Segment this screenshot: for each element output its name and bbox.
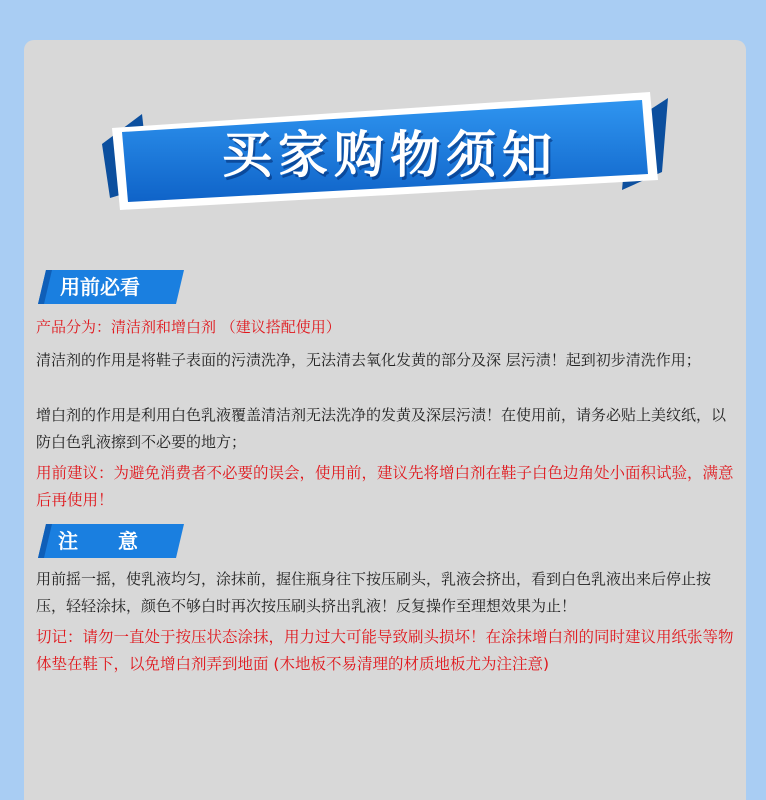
section-heading-before-use [38, 270, 184, 304]
section-heading-label: 注意 [58, 529, 178, 553]
warning-text: 切记：请勿一直处于按压状态涂抹，用力过大可能导致刷头损坏！在涂抹增白剂的同时建议用纸张等物体垫在鞋下，以免增白剂弄到地面 (木地板不易清理的材质地板尤为注注意) [36, 628, 734, 673]
usage-advice: 用前建议：为避免消费者不必要的误会，使用前，建议先将增白剂在鞋子白色边角处小面积试验，满意后再使用！ [36, 464, 734, 509]
title-banner [102, 86, 668, 216]
section-heading-label: 用前必看 [60, 275, 140, 299]
cleaner-description: 清洁剂的作用是将鞋子表面的污渍洗净，无法清去氧化发黄的部分及深 层污渍！起到初步清洗作用； [36, 351, 701, 369]
usage-instructions: 用前摇一摇，使乳液均匀，涂抹前，握住瓶身往下按压刷头，乳液会挤出，看到白色乳液出来后停止按压，轻轻涂抹，颜色不够白时再次按压刷头挤出乳液！反复操作至理想效果为止！ [36, 570, 712, 615]
section-heading-notice [38, 524, 184, 558]
product-types-text: 产品分为：清洁剂和增白剂 （建议搭配使用） [36, 318, 341, 336]
whitener-description: 增白剂的作用是利用白色乳液覆盖清洁剂无法洗净的发黄及深层污渍！在使用前，请务必贴上美纹纸，以防白色乳液擦到不必要的地方； [36, 406, 727, 451]
page-title: 买家购物须知 [222, 126, 558, 184]
